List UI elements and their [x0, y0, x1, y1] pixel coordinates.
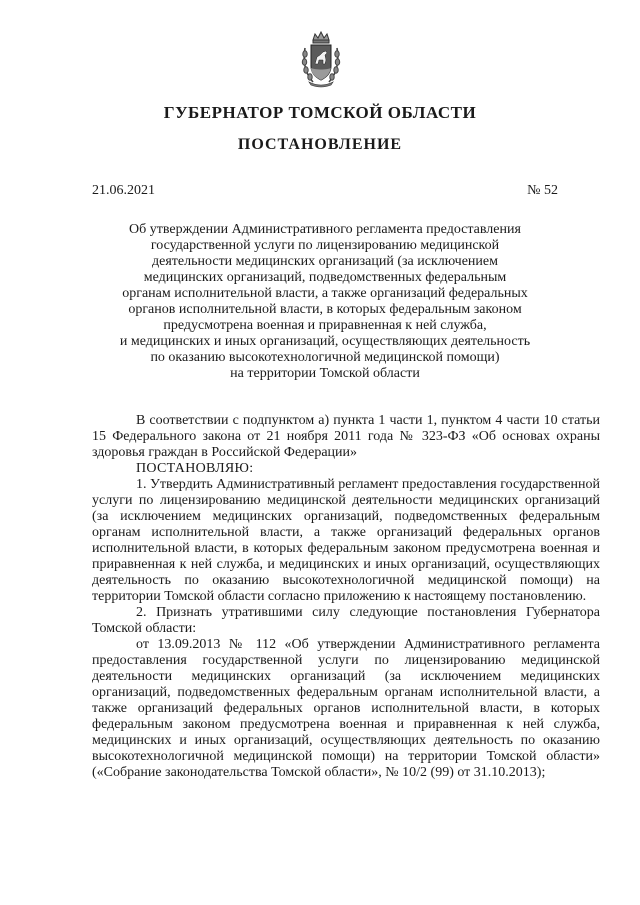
item-2-sub-1-paragraph: от 13.09.2013 № 112 «Об утверждении Административного регламента предоставления государственной услуги по лицензированию медицинской деятельности медицинских организаций (за исключением медицинских организаций, подведомственных федеральным органам исполнительной власти, а также организаций федеральных органов исполнительной власти, в которых федеральным законом предусмотрена военная и приравненная к ней служба, медицинских и иных организаций, осуществляющих деятельность по оказанию высокотехнологичной медицинской помощи) на территории Томской области» («Собрание законодательства Томской области», № 10/2 (99) от 31.10.2013); — [92, 637, 600, 780]
shield-icon — [311, 45, 331, 80]
preamble-paragraph: В соответствии с подпунктом а) пункта 1 части 1, пунктом 4 части 10 статьи 15 Федерального закона от 21 ноября 2011 года № 323-ФЗ «Об основах охраны здоровья граждан в Российской Федерации» — [92, 413, 600, 460]
document-subject — [92, 222, 558, 382]
item-2-paragraph: 2. Признать утратившими силу следующие постановления Губернатора Томской области: — [92, 605, 600, 636]
document-meta — [92, 183, 558, 199]
document-body — [92, 413, 600, 781]
ribbon-icon — [309, 82, 333, 87]
document-type: ПОСТАНОВЛЕНИЕ — [237, 136, 403, 153]
subject-line: Об утверждении Административного регламента предоставления — [129, 222, 521, 237]
document-date: 21.06.2021 — [92, 183, 155, 198]
subject-line: и медицинских и иных организаций, осуществляющих деятельность — [119, 334, 531, 349]
crown-icon — [313, 32, 329, 43]
subject-line: медицинских организаций, подведомственных федеральным — [143, 270, 507, 285]
document-number: № 52 — [527, 183, 558, 198]
subject-line: государственной услуги по лицензированию медицинской — [150, 238, 500, 253]
subject-line: органов исполнительной власти, в которых федеральным законом — [128, 302, 522, 317]
subject-line: предусмотрена военная и приравненная к ней служба, — [163, 318, 487, 333]
authority-title: ГУБЕРНАТОР ТОМСКОЙ ОБЛАСТИ — [163, 103, 477, 122]
item-1-paragraph: 1. Утвердить Административный регламент предоставления государственной услуги по лицензированию медицинской деятельности медицинских организаций (за исключением медицинских организаций, подведомственных федеральным органам исполнительной власти, а также организаций федеральных органов исполнительной власти, в которых федеральным законом предусмотрена военная и приравненная к ней служба, и медицинских и иных организаций, осуществляющих деятельность по оказанию высокотехнологичной медицинской помощи) на территории Томской области согласно приложению к настоящему постановлению. — [92, 477, 600, 604]
subject-line: деятельности медицинских организаций (за исключением — [152, 254, 498, 269]
subject-line: на территории Томской области — [230, 366, 420, 381]
decree-heading: ПОСТАНОВЛЯЮ: — [136, 461, 254, 476]
subject-line: органам исполнительной власти, а также организаций федеральных — [122, 286, 528, 301]
subject-line: по оказанию высокотехнологичной медицинской помощи) — [150, 350, 500, 365]
tomsk-coat-of-arms-icon — [301, 30, 341, 88]
